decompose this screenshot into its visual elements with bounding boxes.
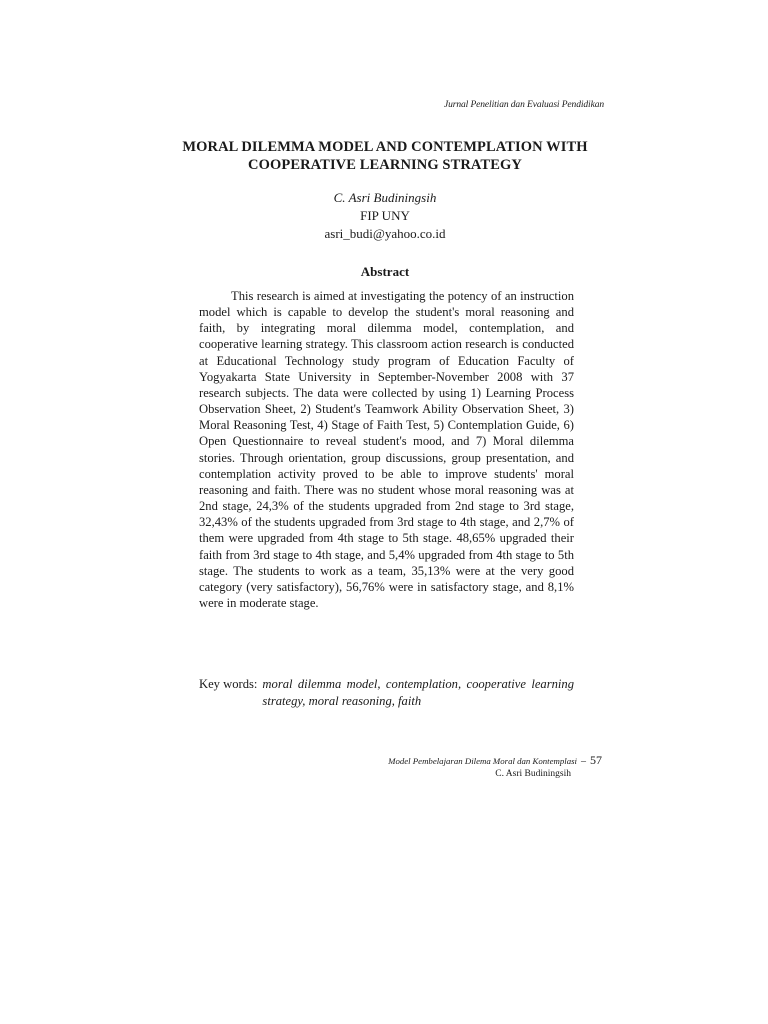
paper-title-line-2: COOPERATIVE LEARNING STRATEGY [248,157,522,173]
footer-separator: – [581,756,586,767]
keywords [199,676,574,710]
author-email: asri_budi@yahoo.co.id [324,226,446,241]
page-footer [330,754,602,781]
paper-title-line-1: MORAL DILEMMA MODEL AND CONTEMPLATION WITH [182,139,588,155]
author-name: C. Asri Budiningsih [333,190,437,205]
author-block [235,189,535,243]
running-head: Jurnal Penelitian dan Evaluasi Pendidikan [443,100,604,110]
abstract-body: This research is aimed at investigating the potency of an instruction model which is capable to develop the student's moral reasoning and faith, by integrating moral dilemma model, contemplation, and cooperative learning strategy. This classroom action research is conducted at Educational Technology study program of Education Faculty of Yogyakarta State University in September-November 2008 with 37 research subjects. The data were collected by using 1) Learning Process Observation Sheet, 2) Student's Teamwork Ability Observation Sheet, 3) Moral Reasoning Test, 4) Stage of Faith Test, 5) Contemplation Guide, 6) Open Questionnaire to reveal student's mood, and 7) Moral dilemma stories. Through orientation, group discussions, group presentation, and contemplation activity proved to be able to improve students' moral reasoning and faith. There was no student whose moral reasoning was at 2nd stage, 24,3% of the students upgraded from 2nd stage to 3rd stage, 32,43% of the students upgraded from 3rd stage to 4th stage, and 2,7% of them were upgraded from 4th stage to 5th stage. 48,65% upgraded their faith from 3rd stage to 4th stage, and 5,4% upgraded from 4th stage to 5th stage. The students to work as a team, 35,13% were at the very good category (very satisfactory), 56,76% were in satisfactory stage, and 8,1% were in moderate stage. [199,289,574,610]
keywords-text: moral dilemma model, contemplation, cooperative learning strategy, moral reasoning, faith [262,677,574,708]
footer-line [330,754,602,768]
author-affiliation: FIP UNY [360,208,410,223]
paper-title [120,138,650,174]
abstract-heading: Abstract [360,264,410,279]
footer-article-title: Model Pembelajaran Dilema Moral dan Kontemplasi [388,756,577,766]
keywords-label: Key words: [199,677,258,691]
page-number: 57 [590,753,602,767]
footer-author: C. Asri Budiningsih [495,769,571,779]
